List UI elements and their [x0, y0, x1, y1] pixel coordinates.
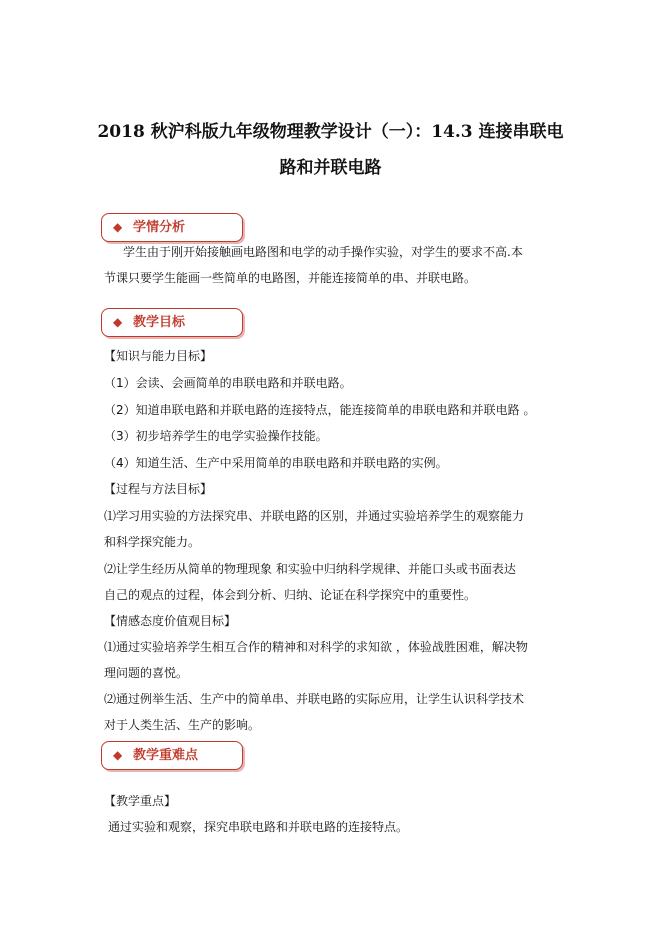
section-label-analysis: 学情分析	[133, 220, 186, 235]
goals-item: 自己的观点的过程，体会到分析、归纳、论证在科学探究中的重要性。	[104, 588, 477, 602]
diamond-icon: ◆	[113, 220, 123, 234]
analysis-text-line: 节课只要学生能画一些简单的电路图，并能连接简单的串、并联电路。	[104, 271, 477, 285]
key-points-heading: 【教学重点】	[104, 794, 177, 808]
goals-item: （2）知道串联电路和并联电路的连接特点，能连接简单的串联电路和并联电路 。	[104, 403, 536, 417]
section-label-goals: 教学目标	[133, 315, 186, 330]
document-title-line-2: 路和并联电路	[279, 158, 382, 178]
goals-heading-attitude: 【情感态度价值观目标】	[104, 614, 237, 628]
key-points-item: 通过实验和观察，探究串联电路和并联电路的连接特点。	[108, 820, 409, 834]
goals-item: 理问题的喜悦。	[104, 666, 189, 680]
section-tag-key-points	[101, 741, 243, 770]
goals-item: 和科学探究能力。	[104, 535, 201, 549]
goals-item: （4）知道生活、生产中采用简单的串联电路和并联电路的实例。	[104, 456, 448, 470]
goals-heading-process: 【过程与方法目标】	[104, 482, 213, 496]
section-tag-analysis	[101, 213, 243, 242]
goals-item: ⑴学习用实验的方法探究串、并联电路的区别，并通过实验培养学生的观察能力	[104, 509, 525, 523]
goals-item: ⑵通过例举生活、生产中的简单串、并联电路的实际应用，让学生认识科学技术	[104, 692, 525, 706]
goals-item: ⑵让学生经历从简单的物理现象 和实验中归纳科学规律、并能口头或书面表达	[104, 562, 516, 576]
analysis-text-line: 学生由于刚开始接触画电路图和电学的动手操作实验，对学生的要求不高.本	[123, 245, 523, 259]
diamond-icon: ◆	[113, 315, 123, 329]
diamond-icon: ◆	[113, 748, 123, 762]
goals-heading-knowledge: 【知识与能力目标】	[104, 349, 213, 363]
document-title-line-1: 2018 秋沪科版九年级物理教学设计（一）：14.3 连接串联电	[97, 122, 564, 142]
goals-item: 对于人类生活、生产的影响。	[104, 718, 261, 732]
goals-item: （1）会读、会画简单的串联电路和并联电路。	[104, 376, 352, 390]
section-tag-goals	[101, 308, 243, 337]
goals-item: （3）初步培养学生的电学实验操作技能。	[104, 429, 328, 443]
goals-item: ⑴通过实验培养学生相互合作的精神和对科学的求知欲 ，体验战胜困难，解决物	[104, 640, 528, 654]
section-label-key-points: 教学重难点	[133, 748, 199, 763]
